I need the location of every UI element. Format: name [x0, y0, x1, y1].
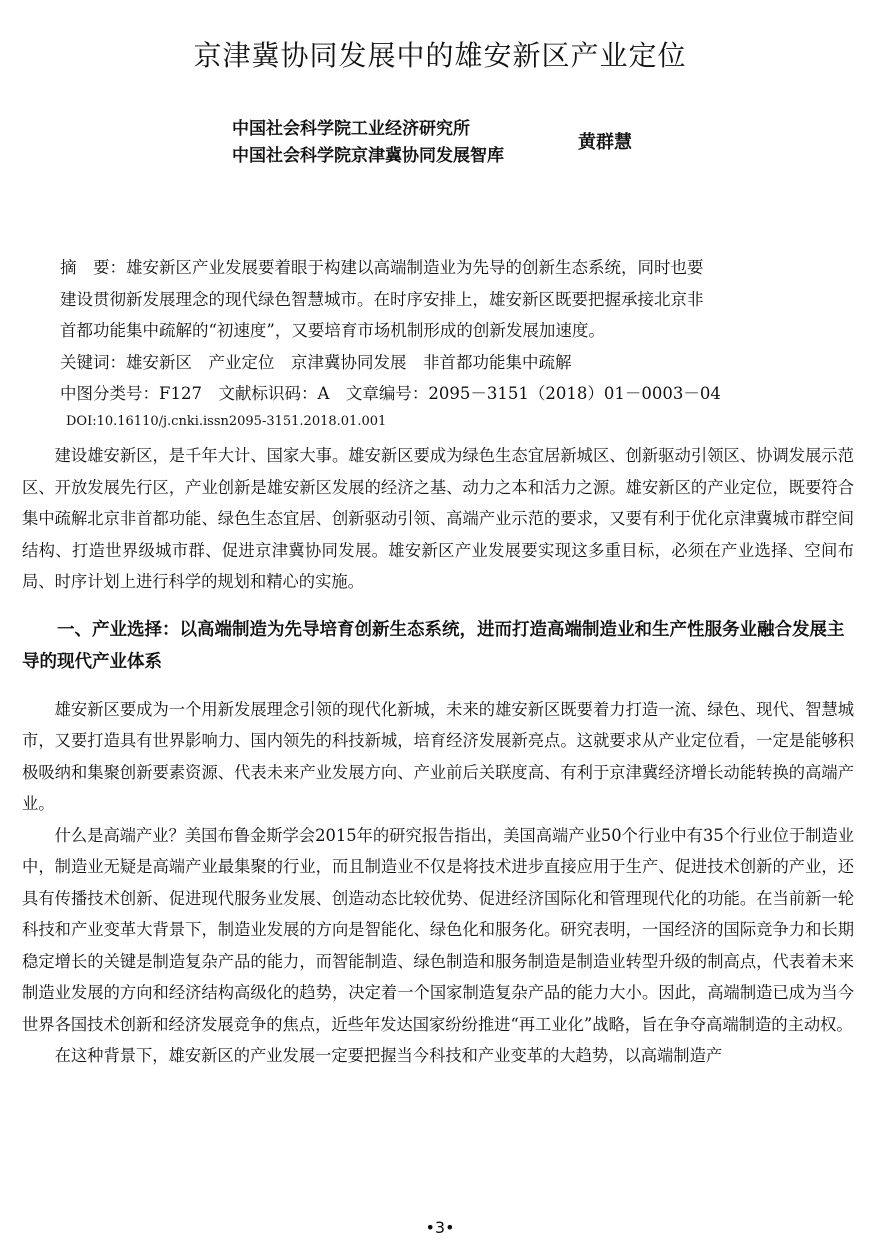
section1-paragraph-3: 在这种背景下，雄安新区的产业发展一定要把握当今科技和产业变革的大趋势，以高端制造产 — [54, 1046, 723, 1065]
abstract-line-1 — [60, 252, 830, 284]
article-body — [22, 440, 854, 1072]
keywords-label: 关键词： — [60, 352, 126, 372]
abstract-text-1: 雄安新区产业发展要着眼于构建以高端制造业为先导的创新生态系统，同时也要 — [126, 258, 704, 277]
section-heading-1: 一、产业选择：以高端制造为先导培育创新生态系统，进而打造高端制造业和生产性服务业融合发展主导的现代产业体系 — [22, 619, 845, 672]
abstract-block — [60, 252, 830, 432]
affiliation-block — [232, 116, 504, 170]
keywords-text: 雄安新区 产业定位 京津冀协同发展 非首都功能集中疏解 — [126, 352, 572, 372]
affiliation-2: 中国社会科学院京津冀协同发展智库 — [232, 146, 504, 166]
classification-text: F127 文献标识码：A 文章编号：2095－3151（2018）01－0003－04 — [159, 384, 721, 403]
affiliation-1: 中国社会科学院工业经济研究所 — [232, 119, 470, 139]
intro-paragraph: 建设雄安新区，是千年大计、国家大事。雄安新区要成为绿色生态宜居新城区、创新驱动引领区、协调发展示范区、开放发展先行区，产业创新是雄安新区发展的经济之基、动力之本和活力之源。雄安新区的产业定位，既要符合集中疏解北京非首都功能、绿色生态宜居、创新驱动引领、高端产业示范的要求，又要有利于优化京津冀城市群空间结构、打造世界级城市群、促进京津冀协同发展。雄安新区产业发展要实现这多重目标，必须在产业选择、空间布局、时序计划上进行科学的规划和精心的实施。 — [22, 446, 854, 591]
section1-paragraph-1: 雄安新区要成为一个用新发展理念引领的现代化新城，未来的雄安新区既要着力打造一流、绿色、现代、智慧城市，又要打造具有世界影响力、国内领先的科技新城，培育经济发展新亮点。这就要求从产业定位看，一定是能够积极吸纳和集聚创新要素资源、代表未来产业发展方向、产业前后关联度高、有利于京津冀经济增长动能转换的高端产业。 — [22, 699, 854, 813]
abstract-label: 摘 要： — [60, 258, 126, 277]
article-title: 京津冀协同发展中的雄安新区产业定位 — [193, 39, 687, 72]
doi: DOI:10.16110/j.cnki.issn2095-3151.2018.01.001 — [66, 413, 387, 429]
abstract-line-3: 首都功能集中疏解的“初速度”，又要培育市场机制形成的创新发展加速度。 — [60, 321, 605, 340]
classification-line — [60, 378, 830, 410]
author-name: 黄群慧 — [578, 132, 632, 153]
classification-label: 中图分类号： — [60, 384, 159, 403]
page-number: •3• — [425, 1218, 455, 1237]
keywords-line — [60, 347, 830, 379]
section1-paragraph-2: 什么是高端产业？美国布鲁金斯学会2015年的研究报告指出，美国高端产业50个行业中有35个行业位于制造业中，制造业无疑是高端产业最集聚的行业，而且制造业不仅是将技术进步直接应用于生产、促进技术创新的产业，还具有传播技术创新、促进现代服务业发展、创造动态比较优势、促进经济国际化和管理现代化的功能。在当前新一轮科技和产业变革大背景下，制造业发展的方向是智能化、绿色化和服务化。研究表明，一国经济的国际竞争力和长期稳定增长的关键是制造复杂产品的能力，而智能制造、绿色制造和服务制造是制造业转型升级的制高点，代表着未来制造业发展的方向和经济结构高级化的趋势，决定着一个国家制造复杂产品的能力大小。因此，高端制造已成为当今世界各国技术创新和经济发展竞争的焦点，近些年发达国家纷纷推进“再工业化”战略，旨在争夺高端制造的主动权。 — [22, 825, 854, 1034]
abstract-line-2: 建设贯彻新发展理念的现代绿色智慧城市。在时序安排上，雄安新区既要把握承接北京非 — [60, 289, 704, 309]
